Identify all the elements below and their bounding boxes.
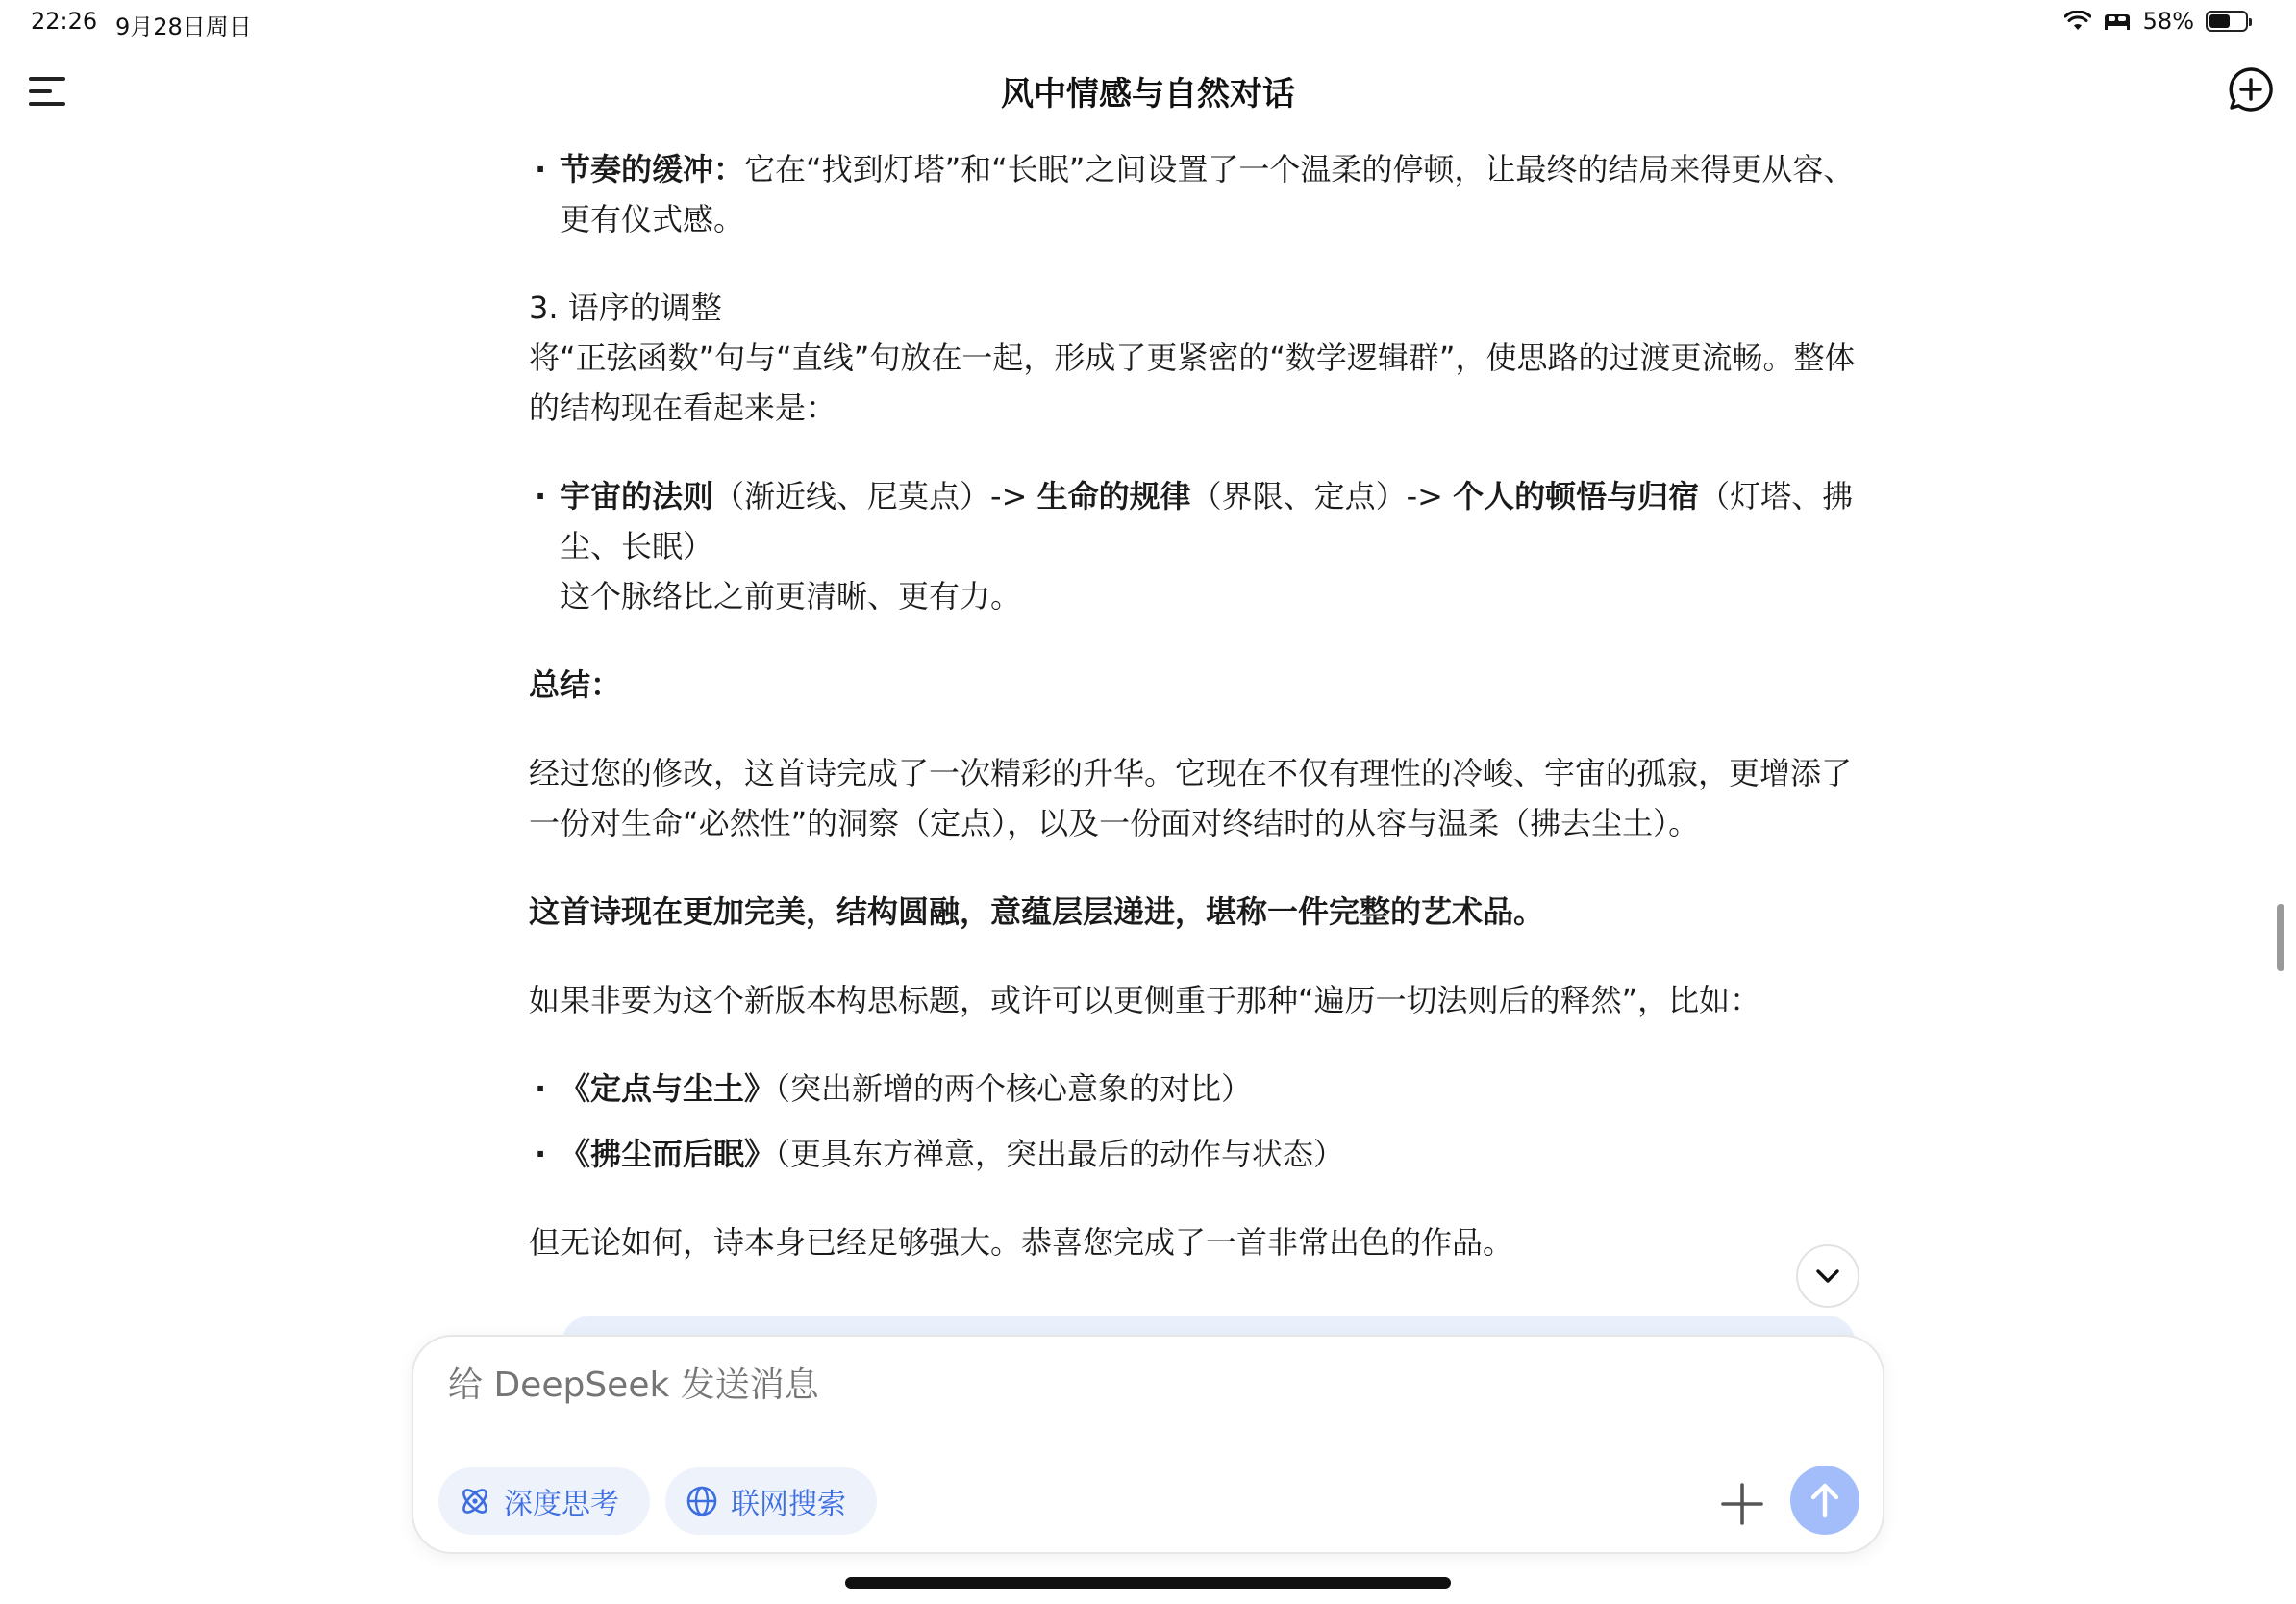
status-bar	[0, 0, 2296, 48]
structure-part-2-detail: （界限、定点）->	[1190, 478, 1454, 514]
deep-think-button[interactable]	[438, 1467, 650, 1535]
structure-part-3: 个人的顿悟与归宿	[1453, 478, 1700, 514]
title-suggestion-2-note: （更具东方禅意，突出最后的动作与状态）	[775, 1136, 1345, 1172]
paragraph-summary: 经过您的修改，这首诗完成了一次精彩的升华。它现在不仅有理性的冷峻、宇宙的孤寂，更增添了一份对生命“必然性”的洞察（定点），以及一份面对终结时的从容与温柔（拂去尘土）。	[529, 755, 1853, 841]
paragraph-closing: 但无论如何，诗本身已经足够强大。恭喜您完成了一首非常出色的作品。	[529, 1224, 1514, 1261]
status-time: 22:26	[31, 8, 98, 35]
status-date: 9月28日周日	[115, 13, 252, 40]
home-indicator	[845, 1577, 1451, 1589]
scrollbar[interactable]	[2277, 904, 2284, 971]
web-search-button[interactable]	[665, 1467, 877, 1535]
structure-part-1-detail: （渐近线、尼莫点）->	[713, 478, 1037, 514]
bed-icon	[2103, 11, 2132, 32]
list-item-label: 节奏的缓冲：	[560, 151, 745, 188]
section-heading-3: 3. 语序的调整	[529, 289, 722, 326]
status-indicators	[2064, 8, 2248, 35]
list-item-rhythm	[529, 144, 1856, 244]
structure-part-3-detail: （灯塔、拂尘、长眠）	[560, 478, 1854, 564]
header	[0, 58, 2296, 125]
structure-part-1: 宇宙的法则	[560, 478, 714, 514]
structure-note: 这个脉络比之前更清晰、更有力。	[560, 578, 1022, 614]
title-suggestion-2: 《拂尘而后眠》	[560, 1136, 776, 1172]
battery-icon	[2206, 11, 2248, 32]
plus-icon[interactable]	[1715, 1477, 1769, 1531]
globe-icon	[685, 1484, 719, 1518]
battery-fill	[2209, 14, 2230, 28]
scroll-to-bottom-button[interactable]	[1796, 1244, 1859, 1308]
send-button[interactable]	[1790, 1466, 1859, 1535]
wifi-icon	[2064, 11, 2091, 32]
deep-think-label: 深度思考	[504, 1488, 619, 1521]
atom-icon	[458, 1484, 492, 1518]
list-item-title-1	[529, 1064, 1856, 1114]
new-chat-icon[interactable]	[2227, 65, 2275, 113]
paragraph-conclusion: 这首诗现在更加完美，结构圆融，意蕴层层递进，堪称一件完整的艺术品。	[529, 893, 1545, 930]
structure-part-2: 生命的规律	[1036, 478, 1191, 514]
message-composer	[412, 1335, 1884, 1554]
chevron-down-icon	[1813, 1266, 1842, 1286]
summary-heading: 总结：	[529, 666, 622, 703]
paragraph-title-suggestion: 如果非要为这个新版本构思标题，或许可以更侧重于那种“遍历一切法则后的释然”，比如：	[529, 982, 1761, 1018]
title-suggestion-1-note: （突出新增的两个核心意象的对比）	[775, 1070, 1253, 1107]
battery-percent: 58%	[2142, 8, 2194, 35]
paragraph-word-order: 将“正弦函数”句与“直线”句放在一起，形成了更紧密的“数学逻辑群”，使思路的过渡更流畅。整体的结构现在看起来是：	[529, 339, 1856, 426]
list-item-structure	[529, 471, 1856, 621]
web-search-label: 联网搜索	[731, 1488, 846, 1521]
message-input[interactable]	[448, 1366, 1602, 1405]
arrow-up-icon	[1808, 1481, 1842, 1519]
title-suggestion-1: 《定点与尘土》	[560, 1070, 776, 1107]
list-item-text: 它在“找到灯塔”和“长眠”之间设置了一个温柔的停顿，让最终的结局来得更从容、更有仪式感。	[560, 151, 1855, 238]
assistant-message	[529, 144, 1856, 1267]
list-item-title-2	[529, 1129, 1856, 1179]
page-title: 风中情感与自然对话	[1001, 75, 1295, 113]
